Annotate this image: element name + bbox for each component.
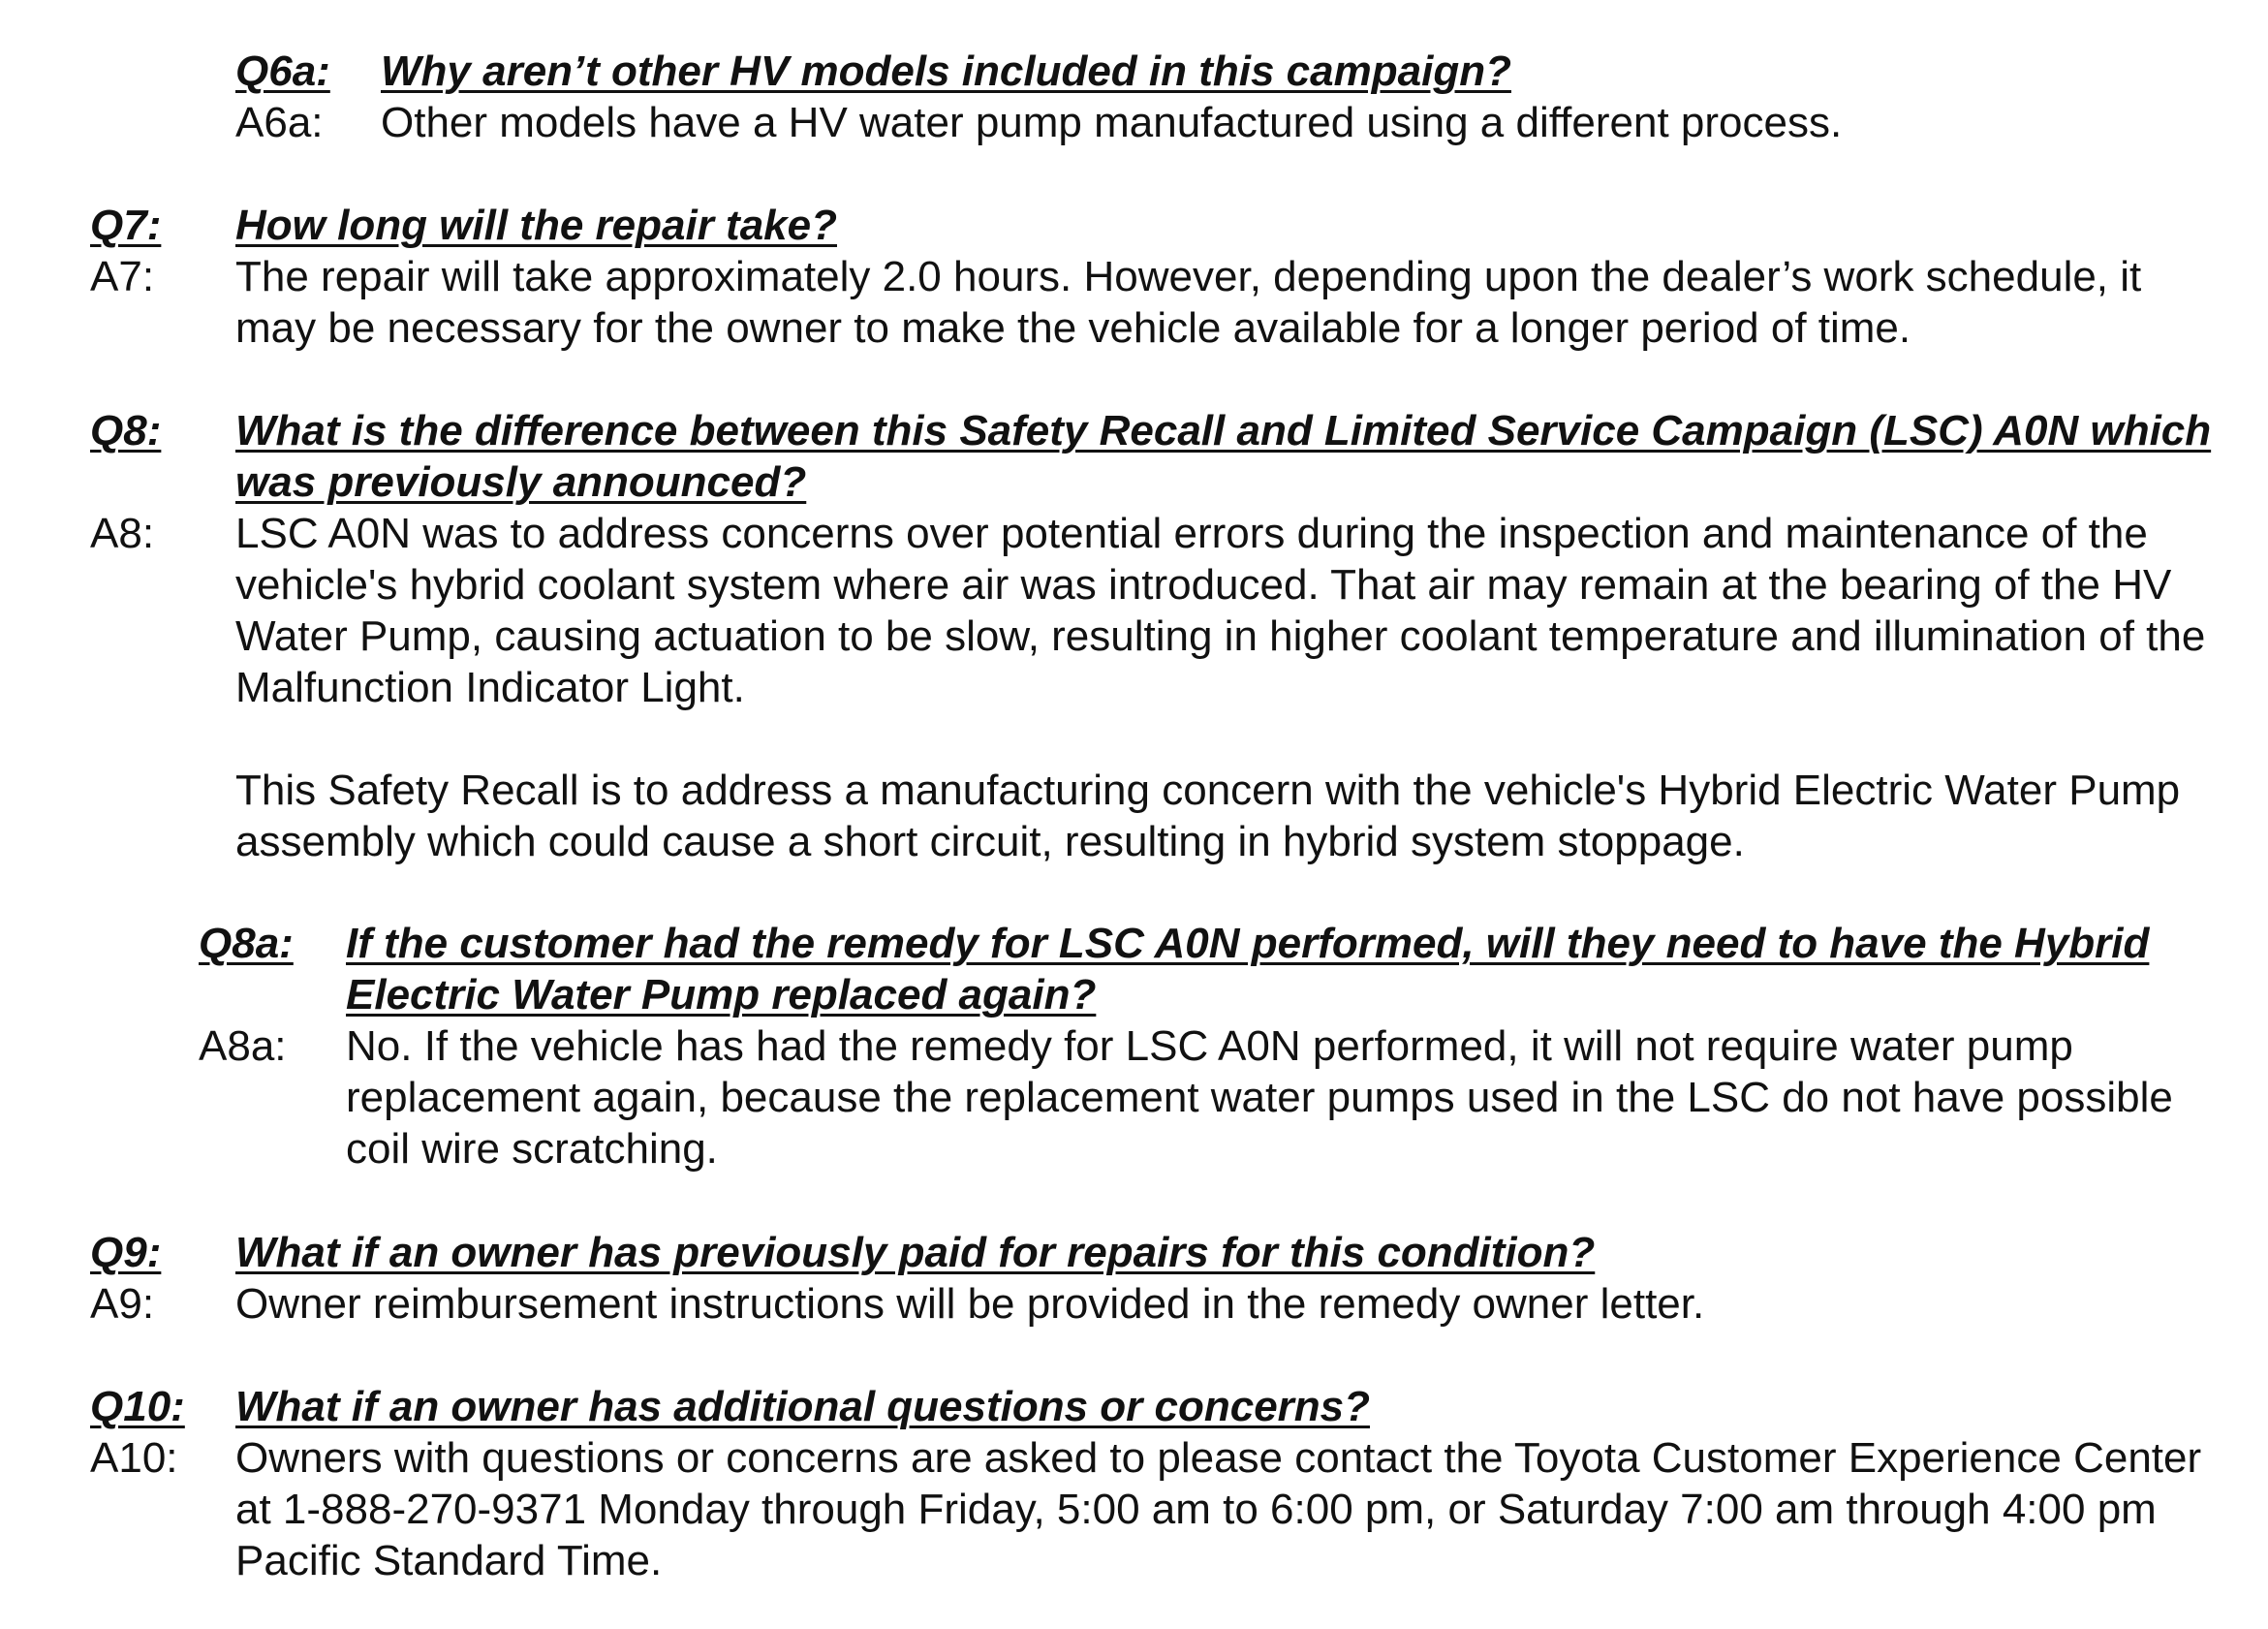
question-text: Why aren’t other HV models included in this campaign? <box>381 47 1511 95</box>
question-row <box>90 1227 2231 1278</box>
question-row <box>199 918 2185 1020</box>
answer-paragraph: This Safety Recall is to address a manufacturing concern with the vehicle's Hybrid Electric Water Pump assembly which could cause a short circuit, resulting in hybrid system stoppage. <box>235 767 2181 865</box>
answer-text: Owners with questions or concerns are asked to please contact the Toyota Customer Experience Center at 1-888-270-9371 Monday through Friday, 5:00 am to 6:00 pm, or Saturday 7:00 am through 4:00 pm Pacific Standard Time. <box>235 1434 2202 1584</box>
question-row <box>90 200 2231 251</box>
question-row <box>235 46 2076 97</box>
qa-item-q9 <box>90 1227 2231 1330</box>
qa-item-q8 <box>90 405 2231 867</box>
answer-label: A10: <box>90 1434 178 1482</box>
answer-row <box>90 251 2231 354</box>
answer-label: A8: <box>90 510 155 557</box>
answer-row <box>199 1020 2185 1175</box>
qa-item-q6a <box>235 46 2076 148</box>
answer-text: Owner reimbursement instructions will be provided in the remedy owner letter. <box>235 1280 1705 1328</box>
question-label: Q8: <box>90 407 162 454</box>
question-label: Q9: <box>90 1229 162 1276</box>
qa-item-q7 <box>90 200 2231 354</box>
answer-row <box>90 508 2231 867</box>
qa-item-q10 <box>90 1381 2231 1586</box>
question-text: If the customer had the remedy for LSC A0N performed, will they need to have the Hybrid Electric Water Pump replaced again? <box>346 920 2150 1018</box>
question-text: What if an owner has additional questions or concerns? <box>235 1383 1371 1430</box>
answer-body <box>235 508 2231 867</box>
answer-label: A8a: <box>199 1022 287 1070</box>
question-label: Q6a: <box>235 47 330 95</box>
answer-text: Other models have a HV water pump manufactured using a different process. <box>381 99 1843 146</box>
answer-row <box>90 1278 2231 1330</box>
answer-text: No. If the vehicle has had the remedy for LSC A0N performed, it will not require water pump replacement again, because the replacement water pumps used in the LSC do not have possible coil wire scratching. <box>346 1022 2173 1173</box>
answer-label: A9: <box>90 1280 155 1328</box>
answer-row <box>90 1432 2231 1586</box>
question-label: Q7: <box>90 202 162 249</box>
question-row <box>90 1381 2231 1432</box>
question-text: What is the difference between this Safety Recall and Limited Service Campaign (LSC) A0N which was previously announced? <box>235 407 2212 506</box>
question-text: What if an owner has previously paid for repairs for this condition? <box>235 1229 1596 1276</box>
answer-text: The repair will take approximately 2.0 hours. However, depending upon the dealer’s work schedule, it may be necessary for the owner to make the vehicle available for a longer period of time. <box>235 253 2142 352</box>
question-label: Q8a: <box>199 920 294 967</box>
question-row <box>90 405 2231 508</box>
answer-paragraph: LSC A0N was to address concerns over potential errors during the inspection and maintenance of the vehicle's hybrid coolant system where air was introduced. That air may remain at the bearing of the HV Water Pump, causing actuation to be slow, resulting in higher coolant temperature and illumination of the Malfunction Indicator Light. <box>235 510 2206 711</box>
qa-item-q8a <box>199 918 2185 1175</box>
answer-label: A6a: <box>235 99 324 146</box>
question-text: How long will the repair take? <box>235 202 837 249</box>
answer-row <box>235 97 2076 148</box>
answer-label: A7: <box>90 253 155 300</box>
question-label: Q10: <box>90 1383 185 1430</box>
